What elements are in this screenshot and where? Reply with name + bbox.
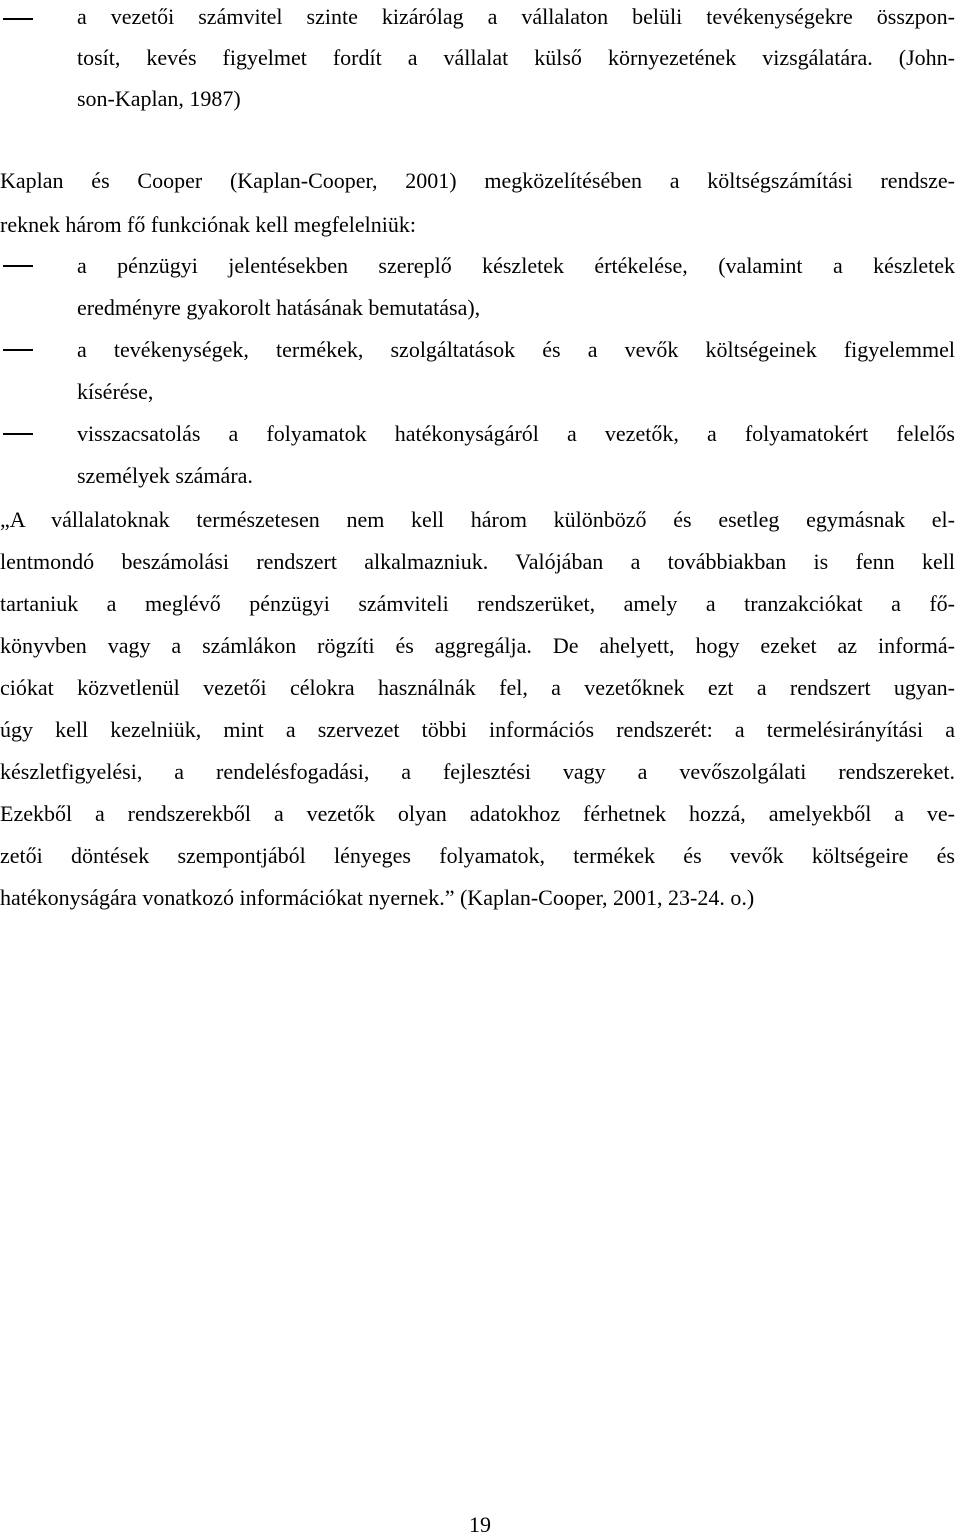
text-line: könyvben vagy a számlákon rögzíti és aggregálja. De ahelyett, hogy ezeket az informá-: [0, 633, 955, 658]
text-line: zetői döntések szempontjából lényeges folyamatok, termékek és vevők költségeire és: [0, 843, 955, 868]
text-line: hatékonyságára vonatkozó információkat nyernek.” (Kaplan-Cooper, 2001, 23-24. o.): [0, 885, 755, 910]
page-number: 19: [469, 1512, 491, 1537]
text-line: a tevékenységek, termékek, szolgáltatások és a vevők költségeinek figyelemmel: [77, 337, 955, 362]
text-line: készletfigyelési, a rendelésfogadási, a fejlesztési vagy a vevőszolgálati rendszereket.: [0, 759, 955, 784]
list-dash-icon: [3, 433, 33, 435]
text-line: reknek három fő funkciónak kell megfelelniük:: [0, 212, 417, 237]
text-line: tosít, kevés figyelmet fordít a vállalat külső környezetének vizsgálatára. (John-: [77, 45, 955, 70]
text-line: tartaniuk a meglévő pénzügyi számviteli rendszerüket, amely a tranzakciókat a fő-: [0, 591, 955, 616]
text-line: úgy kell kezelniük, mint a szervezet többi információs rendszerét: a termelésirányítási a: [0, 717, 955, 742]
text-line: lentmondó beszámolási rendszert alkalmazniuk. Valójában a továbbiakban is fenn kell: [0, 549, 955, 574]
text-line: son-Kaplan, 1987): [77, 86, 241, 111]
text-line: visszacsatolás a folyamatok hatékonyságáról a vezetők, a folyamatokért felelős: [77, 421, 955, 446]
text-line: ciókat közvetlenül vezetői célokra használnák fel, a vezetőknek ezt a rendszert ugyan-: [0, 675, 955, 700]
list-dash-icon: [3, 265, 33, 267]
text-line: kísérése,: [77, 379, 154, 404]
text-line: személyek számára.: [77, 463, 253, 488]
text-line: Ezekből a rendszerekből a vezetők olyan adatokhoz férhetnek hozzá, amelyekből a ve-: [0, 801, 955, 826]
text-line: a vezetői számvitel szinte kizárólag a vállalaton belüli tevékenységekre összpon-: [77, 4, 955, 29]
text-line: a pénzügyi jelentésekben szereplő készletek értékelése, (valamint a készletek: [77, 253, 955, 278]
text-line: Kaplan és Cooper (Kaplan-Cooper, 2001) megközelítésében a költségszámítási rendsze-: [0, 168, 955, 193]
list-dash-icon: [3, 349, 33, 351]
text-line: „A vállalatoknak természetesen nem kell három különböző és esetleg egymásnak el-: [0, 507, 955, 532]
list-dash-icon: [3, 18, 33, 20]
text-line: eredményre gyakorolt hatásának bemutatása),: [77, 295, 481, 320]
